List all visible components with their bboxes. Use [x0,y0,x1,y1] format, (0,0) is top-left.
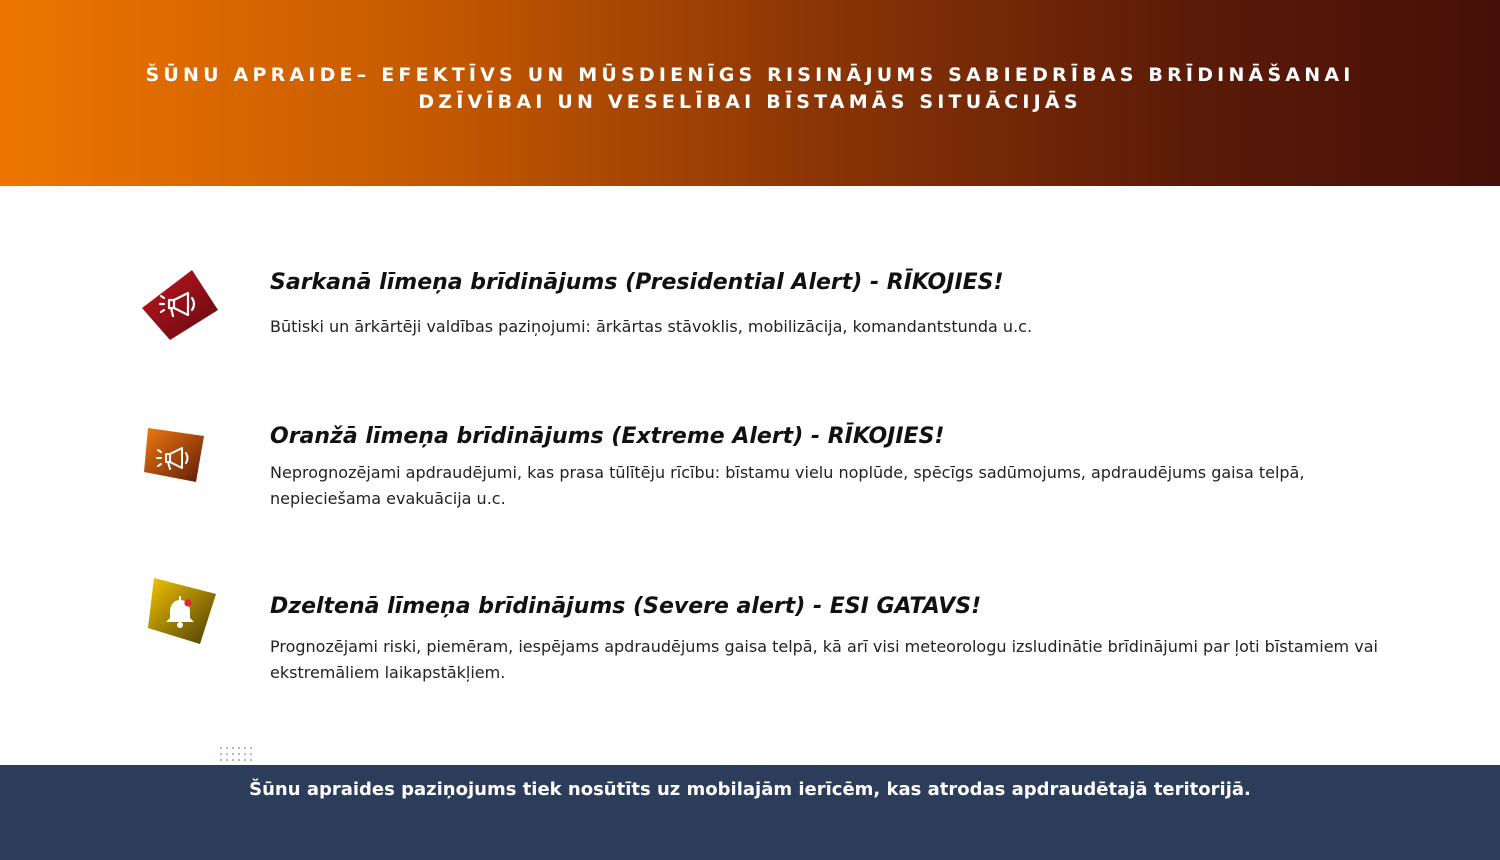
alert-description: Neprognozējami apdraudējumi, kas prasa tūlītēju rīcību: bīstamu vielu noplūde, spēcīgs sadūmojums, apdraudējums gaisa telpā, nepieciešama evakuācija u.c. [270,463,1305,508]
alert-description: Prognozējami riski, piemēram, iespējams apdraudējums gaisa telpā, kā arī visi meteorologu izsludinātie brīdinājumi par ļoti bīstamiem vai ekstremāliem laikapstākļiem. [270,637,1378,682]
megaphone-icon [142,424,206,484]
alert-description: Būtiski un ārkārtēji valdības paziņojumi: ārkārtas stāvoklis, mobilizācija, komandantstunda u.c. [270,317,1033,336]
alert-title: Oranžā līmeņa brīdinājums (Extreme Alert) - RĪKOJIES! [270,424,945,449]
alert-title: Dzeltenā līmeņa brīdinājums (Severe alert) - ESI GATAVS! [270,594,982,619]
page-title-line-2: DZĪVĪBAI UN VESELĪBAI BĪSTAMĀS SITUĀCIJĀS [418,91,1082,113]
alert-title: Sarkanā līmeņa brīdinājums (Presidential Alert) - RĪKOJIES! [270,270,1004,295]
footer-text: Šūnu apraides paziņojums tiek nosūtīts uz mobilajām ierīcēm, kas atrodas apdraudētajā teritorijā. [249,779,1251,800]
page-title-line-1: ŠŪNU APRAIDE– EFEKTĪVS UN MŪSDIENĪGS RISINĀJUMS SABIEDRĪBAS BRĪDINĀŠANAI [145,64,1355,86]
footer-banner [0,765,1500,860]
megaphone-icon [140,268,220,342]
header-banner [0,0,1500,186]
page-title [0,62,1500,116]
bell-icon [144,576,220,646]
decorative-dots [218,745,256,765]
